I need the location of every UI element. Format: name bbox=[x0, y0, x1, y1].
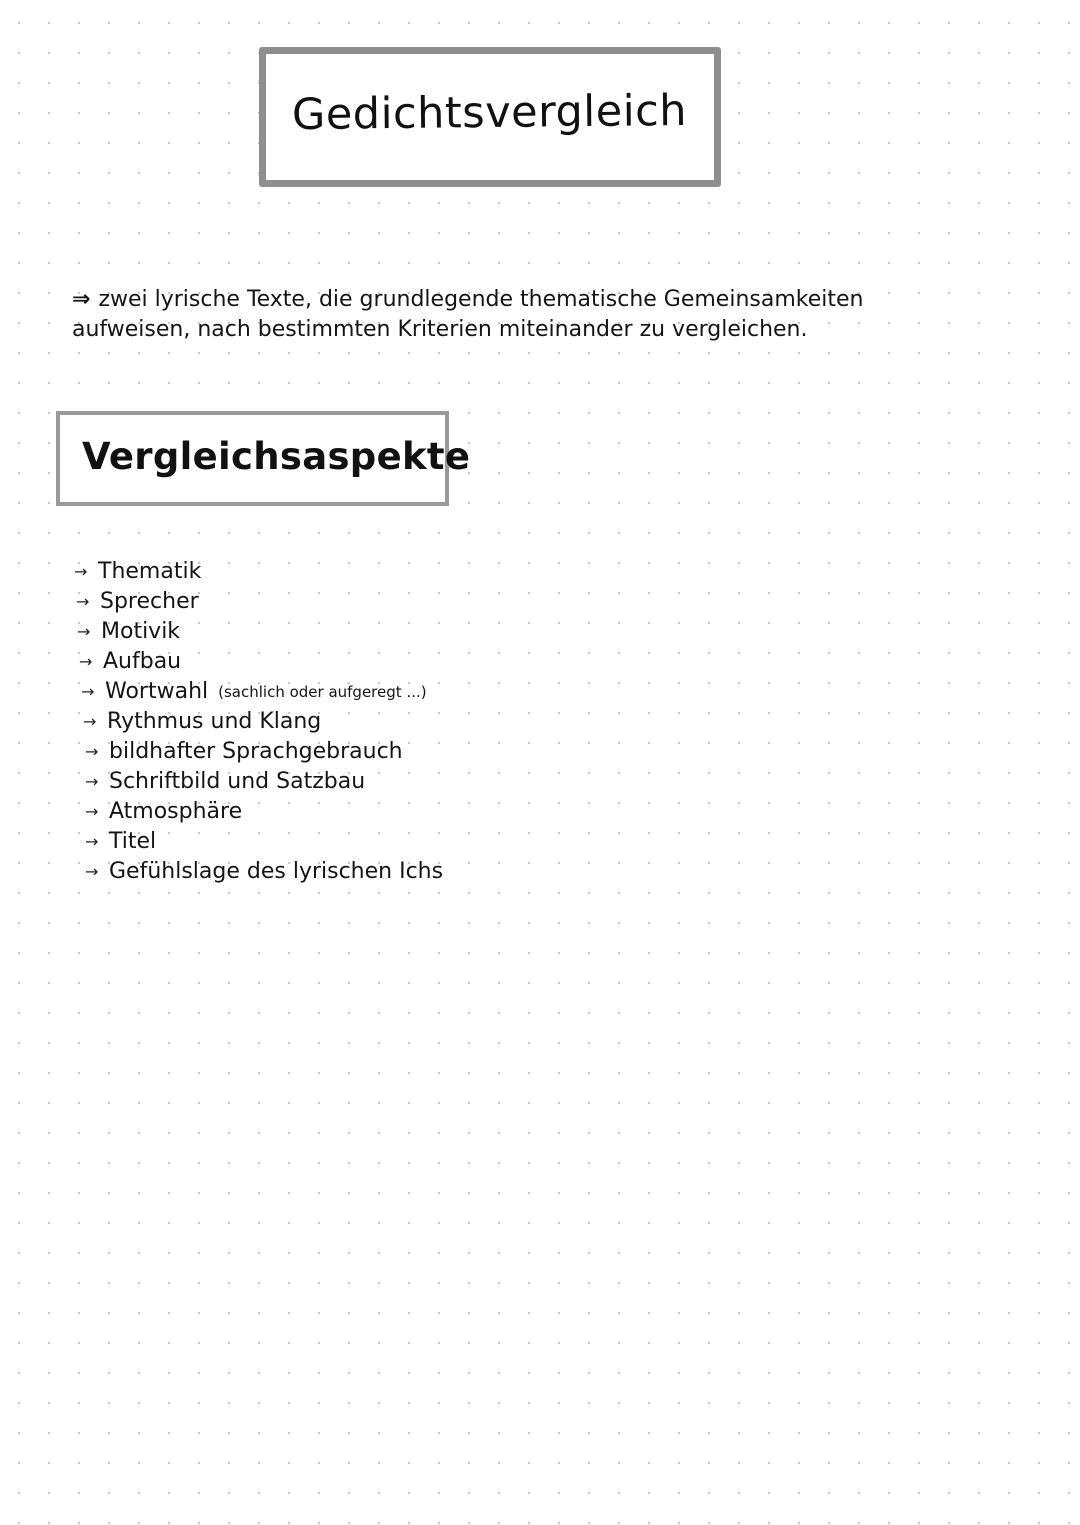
arrow-icon: → bbox=[74, 562, 88, 581]
arrow-icon: → bbox=[85, 772, 99, 791]
aspect-label: Thematik bbox=[98, 559, 202, 584]
arrow-icon: → bbox=[85, 742, 99, 761]
definition-line-1-text: zwei lyrische Texte, die grundlegende thematische Gemeinsamkeiten bbox=[98, 287, 864, 312]
arrow-icon: → bbox=[77, 622, 91, 641]
aspect-label: Sprecher bbox=[100, 589, 199, 614]
definition-line-1 bbox=[72, 285, 1032, 315]
list-item bbox=[74, 677, 443, 707]
list-item bbox=[74, 797, 443, 827]
arrow-icon: → bbox=[85, 802, 99, 821]
aspect-label: Wortwahl bbox=[105, 679, 209, 704]
aspect-label: Aufbau bbox=[103, 649, 182, 674]
list-item bbox=[74, 767, 443, 797]
arrow-icon: → bbox=[83, 712, 97, 731]
aspect-label: Gefühlslage des lyrischen Ichs bbox=[109, 859, 444, 884]
list-item bbox=[74, 647, 443, 677]
aspect-note: (sachlich oder aufgeregt ...) bbox=[218, 683, 427, 701]
list-item bbox=[74, 827, 443, 857]
list-item bbox=[74, 737, 443, 767]
arrow-icon: → bbox=[85, 862, 99, 881]
double-arrow-icon: ⇒ bbox=[72, 287, 91, 312]
aspect-label: Motivik bbox=[101, 619, 181, 644]
arrow-icon: → bbox=[85, 832, 99, 851]
arrow-icon: → bbox=[79, 652, 93, 671]
aspect-label: Titel bbox=[109, 829, 157, 854]
aspect-label: Rythmus und Klang bbox=[107, 709, 322, 734]
list-item bbox=[74, 857, 443, 887]
list-item bbox=[74, 707, 443, 737]
list-item bbox=[74, 557, 443, 587]
arrow-icon: → bbox=[81, 682, 95, 701]
page-title: Gedichtsvergleich bbox=[292, 85, 688, 141]
aspect-label: Schriftbild und Satzbau bbox=[109, 769, 366, 794]
definition-line-2: aufweisen, nach bestimmten Kriterien miteinander zu vergleichen. bbox=[72, 317, 808, 342]
arrow-icon: → bbox=[76, 592, 90, 611]
aspect-label: bildhafter Sprachgebrauch bbox=[109, 739, 403, 764]
list-item bbox=[74, 587, 443, 617]
aspects-list bbox=[74, 557, 443, 887]
aspect-label: Atmosphäre bbox=[109, 799, 243, 824]
list-item bbox=[74, 617, 443, 647]
title-box bbox=[259, 47, 721, 187]
definition-text bbox=[72, 285, 1032, 345]
section-heading: Vergleichsaspekte bbox=[82, 435, 471, 478]
section-heading-box bbox=[56, 411, 471, 506]
